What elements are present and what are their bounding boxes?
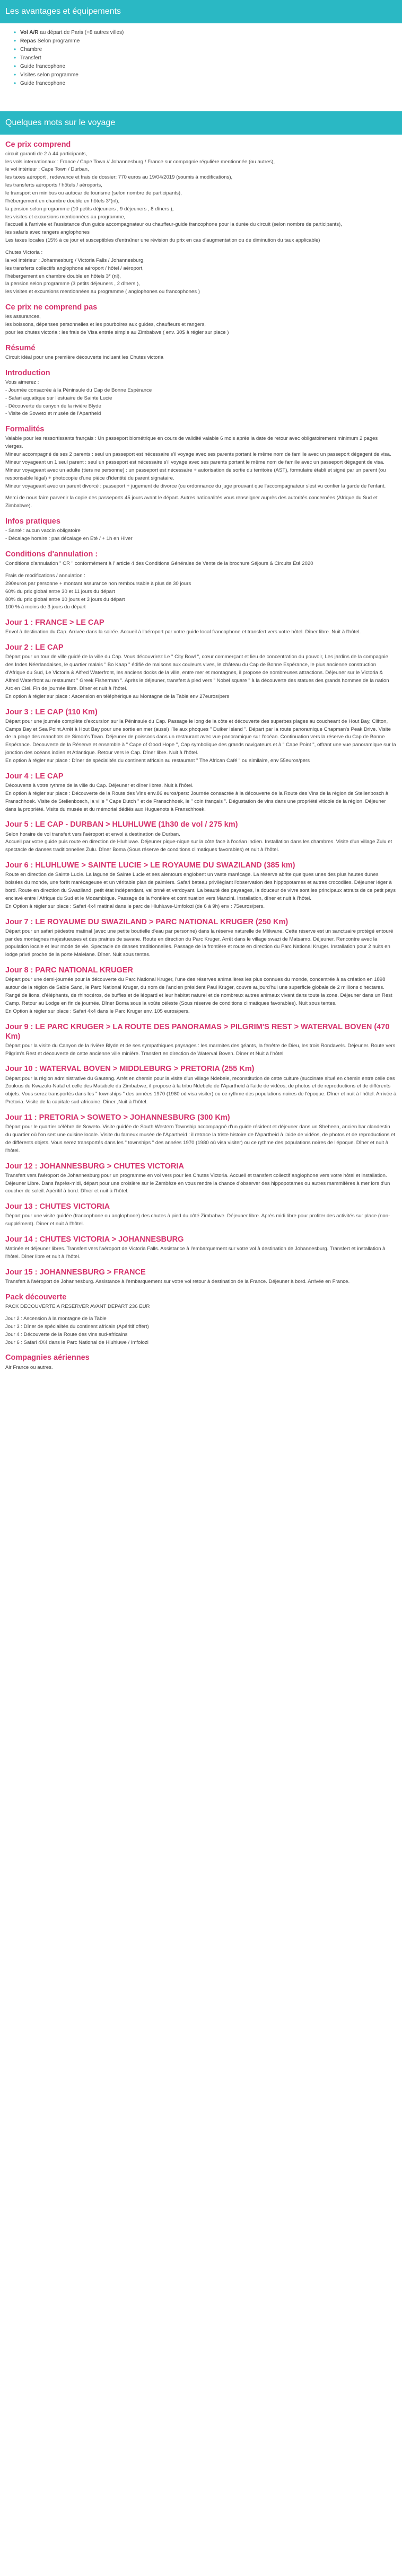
avantage-item bbox=[20, 71, 397, 79]
avantage-item bbox=[20, 63, 397, 71]
section-text-line: les transferts aéroports / hôtels / aéroports, bbox=[5, 182, 102, 189]
section-paragraph bbox=[5, 560, 397, 568]
avantage-item-text: au départ de Paris (+8 autres villes) bbox=[38, 29, 124, 36]
section-text-line: Départ pour un tour de ville guidé de la ville du Cap. Vous découvrirez Le " City Bowl ", cœur commerçant et lieu de concentration du pouvoir, Les jardins de la compagnie des Indes Néerlandaises, le quartier malais " Bo Kaap " édifié de maisons aux couleurs vives, le château du Cap de Bonne Espérance, le plus ancienne construction d'Afrique du Sud, Le Victoria & Alfred Waterfront, les anciens docks de la ville, entre mer et montagnes, il propose de nombreuses attractions. Déjeuner sur le Victoria & Alfred Waterfront au restaurant " Greek Fisherman ". Après le déjeuner, transfert à pied vers " Nobel square " à la découverte des statues des grands hommes de la nation Arc en Ciel. Fin de journée libre. Dîner et nuit à l'hôtel. bbox=[5, 654, 389, 692]
section-paragraph bbox=[5, 151, 397, 245]
section-paragraph bbox=[5, 527, 397, 543]
section-text-line: Valable pour les ressortissants français : Un passeport biométrique en cours de validité valable 6 mois après la date de retour avec obligatoirement minimum 2 pages vierges. bbox=[5, 436, 378, 450]
avantages-list bbox=[5, 29, 397, 88]
section-text-line: Air France ou autres. bbox=[5, 1364, 53, 1370]
section-heading: Jour 6 : HLUHLUWE > SAINTE LUCIE > LE ROYAUME DU SWAZILAND (385 km) bbox=[5, 861, 295, 870]
section-text-line: l'hébergement en chambre double en hôtels 3*(nl), bbox=[5, 198, 120, 204]
section-heading: Jour 11 : PRETORIA > SOWETO > JOHANNESBURG (300 Km) bbox=[5, 1113, 230, 1122]
section-heading: Jour 3 : LE CAP (110 Km) bbox=[5, 707, 98, 716]
section-text-line: En option à régler sur place : Dîner de spécialités du continent africain au restaurant " The African Café " ou similaire, env 55euros/pers bbox=[5, 757, 310, 764]
avantage-item bbox=[20, 46, 397, 54]
section-text-line: Vous aimerez : bbox=[5, 379, 39, 385]
section-text-line: Frais de modifications / annulation : bbox=[5, 572, 85, 579]
section-heading: Conditions d'annulation : bbox=[5, 550, 98, 559]
section-text-line: la vol intérieur : Johannesburg / Victoria Falls / Johannesburg, bbox=[5, 257, 145, 263]
section-text-line: les transferts collectifs anglophone aéroport / hôtel / aéroport, bbox=[5, 265, 144, 271]
section-heading: Pack découverte bbox=[5, 1293, 67, 1302]
section-paragraph bbox=[5, 976, 397, 1015]
section-text-line: 60% du prix global entre 30 et 11 jours du départ bbox=[5, 588, 115, 595]
section-text-line: Départ pour la visite du Canyon de la rivière Blyde et de ses sympathiques paysages : les marmites des géants, la fenêtre de Dieu, les trois Rondavels. Déjeuner. Route vers Pilgrim's Rest et découverte de cette ancienne ville minière. Transfert en direction de Waterval Boven. Dîner et Nuit à l'hôtel bbox=[5, 1042, 396, 1057]
section-text-line: 290euros par personne + montant assurance non remboursable à plus de 30 jours bbox=[5, 580, 191, 587]
section-text-line: - Santé : aucun vaccin obligatoire bbox=[5, 528, 81, 534]
avantage-item bbox=[20, 29, 397, 37]
section-text-line: Jour 3 : Dîner de spécialités du continent africain (Apéritif offert) bbox=[5, 1323, 149, 1330]
section-paragraph bbox=[5, 1042, 397, 1058]
section-heading: Jour 15 : JOHANNESBURG > FRANCE bbox=[5, 1268, 146, 1277]
section-paragraph bbox=[5, 1245, 397, 1261]
section-text-line: - Visite de Soweto et musée de l'Apartheid bbox=[5, 411, 101, 417]
section-heading: Jour 13 : CHUTES VICTORIA bbox=[5, 1202, 110, 1211]
section-text-line: Mineur voyageant un 1 seul parent : seul un passeport est nécessaire s'il voyage avec ses parents portant le même nom de famille avec un passeport dégagent de visa. bbox=[5, 459, 384, 465]
section-text-line: les assurances, bbox=[5, 314, 41, 320]
section-paragraph bbox=[5, 1315, 397, 1347]
section-heading: Compagnies aériennes bbox=[5, 1353, 90, 1362]
section-text-line: Jour 2 : Ascension à la montagne de la Table bbox=[5, 1315, 107, 1322]
section-text-line: circuit garanti de 2 à 44 participants, bbox=[5, 151, 88, 157]
section-heading: Formalités bbox=[5, 425, 45, 434]
avantages-list-container bbox=[0, 23, 402, 96]
section-paragraph bbox=[5, 653, 397, 701]
avantages-title: Les avantages et équipements bbox=[0, 0, 402, 23]
section-text-line: Découverte à votre rythme de la ville du Cap. Déjeuner et dîner libres. Nuit à l'hôtel. bbox=[5, 782, 194, 789]
section-text-line: Mineur voyageant avec un parent divorcé : passeport + jugement de divorce (ou ordonnance du juge prouvant que l'accompagnateur s'est vu confier la garde de l'enfant. bbox=[5, 483, 386, 489]
section-text-line: Chutes Victoria : bbox=[5, 250, 43, 256]
section-paragraph bbox=[5, 1364, 397, 1372]
section-paragraph bbox=[5, 572, 397, 612]
section-text-line: les vols internationaux : France / Cape Town // Johannesburg / France sur compagnie régulière mentionnée (ou autres), bbox=[5, 158, 275, 165]
section-text-line: Jour 4 : Découverte de la Route des vins sud-africains bbox=[5, 1331, 128, 1338]
section-text-line: 100 % à moins de 3 jours du départ bbox=[5, 604, 86, 610]
section-text-line: En option à régler sur place : Découverte de la Route des Vins env.86 euros/pers: Journée consacrée à la découverte de la Route des Vins de la région de Stellenbosch à Franschhoek. Visite de Stellenbosch, la ville " Cape Dutch " et de Franschhoek, le " coin français ". Dégustation de vins dans une propriété viticole de la région. Déjeuner dans la propriété. Visite du musée et du mémorial dédiés aux Huguenots à Franschhoek. bbox=[5, 790, 389, 812]
section-text-line: l'hébergement en chambre double en hôtels 3* (nl), bbox=[5, 273, 121, 279]
section-paragraph bbox=[5, 1212, 397, 1228]
section-heading: Jour 1 : FRANCE > LE CAP bbox=[5, 618, 104, 627]
section-paragraph bbox=[5, 1123, 397, 1155]
section-text-line: Selon horaire de vol transfert vers l'aéroport et envol à destination de Durban. bbox=[5, 831, 180, 837]
section-text-line: le vol intérieur : Cape Town / Durban, bbox=[5, 166, 89, 173]
section-heading: Infos pratiques bbox=[5, 517, 60, 526]
section-text-line: les visites et excursions mentionnées au programme ( anglophones ou francophones ) bbox=[5, 289, 200, 295]
section-heading: Jour 8 : PARC NATIONAL KRUGER bbox=[5, 966, 133, 975]
section-heading: Ce prix comprend bbox=[5, 140, 71, 149]
section-paragraph bbox=[5, 1172, 397, 1196]
section-text-line: Mineur accompagné de ses 2 parents : seul un passeport est nécessaire s'il voyage avec ses parents portant le même nom de famille avec un passeport dégagent de visa. bbox=[5, 452, 391, 458]
section-text-line: Route en direction de Sainte Lucie. La lagune de Sainte Lucie et ses alentours englobent un vaste marécage. La réserve abrite quelques unes des plus hautes dunes boisées du monde, une forêt marécageuse et un véritable plan de palmiers. Safari bateau privilégiant l'observation des hippopotames et autres crocodiles. Déjeuner léger à bord. Route en direction du Swaziland, petit état indépendant, vallonné et verdoyant. La beauté des paysages, la douceur de vivre sont les principaux attraits de ce petit pays enclavé entre l'Afrique du Sud et le Mozambique. Passage de la frontière et continuation vers Manzini. Installation, dîner et nuit à l'hôtel. bbox=[5, 872, 396, 901]
section-heading: Jour 5 : LE CAP - DURBAN > HLUHLUWE (1h30 de vol / 275 km) bbox=[5, 820, 238, 829]
avantage-item-text: Visites selon programme bbox=[20, 72, 78, 78]
section-heading: Jour 4 : LE CAP bbox=[5, 772, 64, 781]
section-text-line: Les taxes locales (15% à ce jour et susceptibles d'entraîner une révision du prix en cas d'augmentation ou de diminution du taux applicable) bbox=[5, 237, 320, 244]
section-text-line: les taxes aéroport , redevance et frais de dossier: 770 euros au 19/04/2019 (soumis à modifications), bbox=[5, 174, 233, 181]
avantage-item bbox=[20, 54, 397, 63]
section-paragraph bbox=[5, 928, 397, 959]
section-paragraph bbox=[5, 1278, 397, 1286]
section-text-line: - Safari aquatique sur l'estuaire de Sainte Lucie bbox=[5, 395, 112, 401]
section-text-line: l'accueil à l'arrivée et l'assistance d'un guide accompagnateur ou chauffeur-guide francophone pour la durée du circuit (selon nombre de participants), bbox=[5, 222, 342, 228]
section-text-line: Mineur voyageant avec un adulte (tiers ne personne) : un passeport est nécessaire + autorisation de sortie du territoire (AST), formulaire établi et signé par un parent (ou responsable légal) + photocopie d'une pièce d'identité du parent signataire. bbox=[5, 467, 386, 481]
section-text-line: Transfert vers l'aéroport de Johannesburg pour un programme en vol vers pour les Chutes Victoria. Accueil et transfert collectif anglophone vers votre hôtel et installation. Déjeuner Libre. Dans l'après-midi, départ pour une croisière sur le Zambèze en vous rendre la chance d'observer des hippopotames ou autres mammifères à mer lors d'un coucher de soleil. Apéritif à bord. Dîner et nuit à l'hôtel. bbox=[5, 1172, 390, 1194]
section-text-line: Accueil par votre guide puis route en direction de Hluhluwe. Déjeuner pique-nique sur la côte face à l'océan indien. Installation dans les chambres. Visite d'un village Zulu et spectacle de danses traditionnelles Zulu. Dîner Boma (Sous réserve de conditions climatiques favorables) et nuit à l'hôtel. bbox=[5, 839, 392, 853]
section-text-line: Départ pour une journée complète d'excursion sur la Péninsule du Cap. Passage le long de la côte et découverte des superbes plages au coucheant de Hout Bay, Clifton, Camps Bay et Sea Point.Arrêt à Hout Bay pour une sortie en mer (aussi) l'île aux phoques " Duiker Island ". Départ par la route panoramique Chapman's Peak Drive. Visite de la plage des manchots de Simon's Town. Déjeuner de poissons dans un restaurant avec vue panoramique sur l'océan. Continuation vers la réserve du Cap de Bonne Espérance. Découverte de la Réserve et ensemble à " Cape of Good Hope ", Cap symbolique des grands navigateurs et à " Cape Point ", offrant une vue panoramique sur la jonction des océans indien et Atlantique. Retour vers le Cap. Dîner libre. Nuit à l'hôtel. bbox=[5, 718, 396, 756]
section-heading: Jour 7 : LE ROYAUME DU SWAZILAND > PARC NATIONAL KRUGER (250 Km) bbox=[5, 917, 289, 926]
section-text-line: les boissons, dépenses personnelles et les pourboires aux guides, chauffeurs et rangers, bbox=[5, 322, 206, 328]
section-text-line: Circuit idéal pour une première découverte incluant les Chutes victoria bbox=[5, 355, 164, 361]
section-text-line: Départ pour une demi-journée pour la découverte du Parc National Kruger, l'une des réserves animalières les plus connues du monde, concentrée à sa création en 1898 autour de la région de Sabie Sand, le Parc National Kruger, du nom de l'ancien président Paul Kruger, couvre aujourd'hui une superficie globale de 2 millions d'hectares. Rangé de lions, d'éléphants, de rhinocéros, de buffles et de léopard et leur habitat naturel et de nombreux autres animaux vivant dans toute la zone. Déjeuner dans un Rest Camp. Retour au Lodge en fin de journée. Dîner Boma sous la voûte céleste (Sous réserve de conditions climatiques favorables). Nuit sous tentes. bbox=[5, 977, 392, 1006]
section-text-line: pour les chutes victoria : les frais de Visa entrée simple au Zimbabwe ( env. 30$ à régler sur place ) bbox=[5, 330, 229, 336]
avantages-section bbox=[0, 0, 402, 96]
avantage-item-text: Chambre bbox=[20, 46, 42, 52]
section-text-line: les safaris avec rangers anglophones bbox=[5, 229, 90, 236]
section-text-line: Départ pour une visite guidée (francophone ou anglophone) des chutes à pied du côté Zimbabwe. Déjeuner libre. Après midi libre pour profiter des activités sur place (non-supplément). Dîner et nuit à l'hôtel. bbox=[5, 1213, 390, 1227]
section-paragraph bbox=[5, 494, 397, 510]
avantage-item-text: Guide francophone bbox=[20, 63, 66, 69]
section-text-line: - Découverte du canyon de la rivière Blyde bbox=[5, 403, 101, 409]
section-text-line: Conditions d'annulation " CR " conformément à l' article 4 des Conditions Générales de Vente de la brochure Séjours & Circuits Été 2020 bbox=[5, 561, 313, 567]
voyage-section bbox=[0, 111, 402, 1382]
section-paragraph bbox=[5, 1303, 397, 1311]
section-paragraph bbox=[5, 628, 397, 636]
voyage-title: Quelques mots sur le voyage bbox=[0, 111, 402, 135]
section-paragraph bbox=[5, 435, 397, 490]
section-text-line: Merci de nous faire parvenir la copie des passeports 45 jours avant le départ. Autres nationalités vous renseigner auprès des autorités concernées (Afrique du Sud et Zimbabwe). bbox=[5, 495, 378, 509]
section-heading: Jour 12 : JOHANNESBURG > CHUTES VICTORIA bbox=[5, 1162, 184, 1171]
section-heading: Introduction bbox=[5, 368, 50, 377]
section-paragraph bbox=[5, 313, 397, 337]
section-text-line: Départ pour le quartier célèbre de Soweto. Visite guidée de South Western Township accompagné d'un guide résident et déjeuner dans un Shebeen, ancien bar clandestin du quartier où l'on sert une cuisine locale. Visite du fameux musée de l'Apartheid : il retrace la triste histoire de l'Apartheid à l'aide de vidéos, de photos et de reproductions et de différents objets. Vous serez transportés dans les " townships " des années 1970 (1980 où visa visiter) ou ce rythme des populations noires de l'époque. Dîner et nuit à l'hôtel. bbox=[5, 1124, 396, 1154]
avantage-item-label: Vol A/R bbox=[20, 29, 39, 36]
section-text-line: Envol à destination du Cap. Arrivée dans la soirée. Accueil à l'aéroport par votre guide local francophone et transfert vers votre hôtel. Dîner libre. Nuit à l'hôtel. bbox=[5, 629, 361, 635]
section-heading: Jour 9 : LE PARC KRUGER > LA ROUTE DES PANORAMAS > PILGRIM'S REST > WATERVAL BOVEN (470 Km) bbox=[5, 1022, 390, 1041]
section-text-line: la pension selon programme (10 petits déjeuners , 9 déjeuners , 8 dîners ), bbox=[5, 206, 174, 212]
section-text-line: 80% du prix global entre 10 jours et 3 jours du départ bbox=[5, 596, 125, 603]
section-text-line: Transfert à l'aéroport de Johannesburg. Assistance à l'embarquement sur votre vol retour à destination de la France. Déjeuner à bord. Arrivée en France. bbox=[5, 1279, 350, 1285]
section-heading: Jour 2 : LE CAP bbox=[5, 643, 64, 652]
section-text-line: la pension selon programme (3 petits déjeuners , 2 dîners ), bbox=[5, 281, 140, 287]
voyage-content bbox=[0, 135, 402, 1382]
avantage-item-text: Transfert bbox=[20, 55, 41, 61]
section-paragraph bbox=[5, 718, 397, 765]
section-text-line: Jour 6 : Safari 4X4 dans le Parc National de Hluhluwe / Imfolozi bbox=[5, 1339, 148, 1345]
section-text-line: les visites et excursions mentionnées au programme, bbox=[5, 214, 126, 220]
section-text-line: le transport en minibus ou autocar de tourisme (selon nombre de participants), bbox=[5, 190, 182, 197]
section-text-line: En Option à régler sur place : Safari 4x4 matinal dans le parc de Hluhluwe-Umfolozi (de 6 à 9h) env : 75euros/pers. bbox=[5, 903, 265, 909]
avantage-item-text: Selon programme bbox=[36, 38, 80, 44]
section-paragraph bbox=[5, 831, 397, 855]
section-text-line: En Option à régler sur place : Safari 4x4 dans le Parc Kruger env. 105 euros/pers. bbox=[5, 1008, 190, 1014]
section-paragraph bbox=[5, 871, 397, 910]
avantage-item bbox=[20, 79, 397, 88]
section-paragraph bbox=[5, 354, 397, 362]
section-gap bbox=[0, 96, 402, 111]
section-text-line: PACK DECOUVERTE A RESERVER AVANT DEPART 236 EUR bbox=[5, 1304, 150, 1310]
section-text-line: Départ pour un safari pédestre matinal (avec une petite boutielle d'eau par personne) dans la réserve naturelle de Mlilwane. Cette réserve est un sanctuaire protégé entouré par des montagnes majestueuses et des prairies de savane. Route en direction du Parc Kruger. Arrêt dans le village swazi de Matsamo. Déjeuner. Rencontre avec la population locale et leur mode de vie. Spectacle de danses traditionnelles. Passage de la frontière et route en direction du Parc National Kruger. Installation pour 2 nuits en lodge privé proche de la porte Malelane. Dîner. Nuit sous tentes. bbox=[5, 928, 394, 958]
section-heading: Résumé bbox=[5, 343, 36, 352]
avantage-item-text: Guide francophone bbox=[20, 80, 66, 86]
section-text-line: - Journée consacrée à la Péninsule du Cap de Bonne Espérance bbox=[5, 387, 152, 393]
section-paragraph bbox=[5, 249, 397, 296]
section-text-line: Départ pour la région administrative du Gauteng. Arrêt en chemin pour la visite d'un village Ndebele, reconstitution de cette culture (succinate situé en chemin entre celle des Zoulous du Kwazulu-Natal et celle des Matabele du Zimbabwe, il propose à la tribu Ndebele de l'Apartheid à l'aide de vidéos, de photos et de reproductions et de différents objets. Vous serez transportés dans les " townships " des années 1970 (1980 où visa visiter) ou ce rythme des populations noires de l'époque. Dîner et nuit à l'hôtel. Arrivée à Pretoria. Visite de la capitale sud-africaine. Dîner ,Nuit à l'hôtel. bbox=[5, 1075, 397, 1105]
section-heading: Ce prix ne comprend pas bbox=[5, 303, 98, 312]
section-paragraph bbox=[5, 1075, 397, 1106]
avantage-item bbox=[20, 37, 397, 46]
section-heading: Jour 10 : WATERVAL BOVEN > MIDDLEBURG > PRETORIA (255 Km) bbox=[5, 1065, 255, 1074]
section-paragraph bbox=[5, 782, 397, 813]
section-heading: Jour 14 : CHUTES VICTORIA > JOHANNESBURG bbox=[5, 1235, 184, 1244]
section-text-line: Matinée et déjeuner libres. Transfert vers l'aéroport de Victoria Falls. Assistance à l'embarquement sur votre vol à destination de Johannesburg. Transfert et installation à l'hôtel. Dîner libre et nuit à l'hôtel. bbox=[5, 1246, 386, 1260]
section-text-line: - Décalage horaire : pas décalage en Été / + 1h en Hiver bbox=[5, 536, 133, 542]
section-paragraph bbox=[5, 379, 397, 418]
avantage-item-label: Repas bbox=[20, 38, 37, 44]
section-text-line: En option à régler sur place : Ascension en téléphérique au Montagne de la Table env 27euros/pers bbox=[5, 693, 230, 700]
